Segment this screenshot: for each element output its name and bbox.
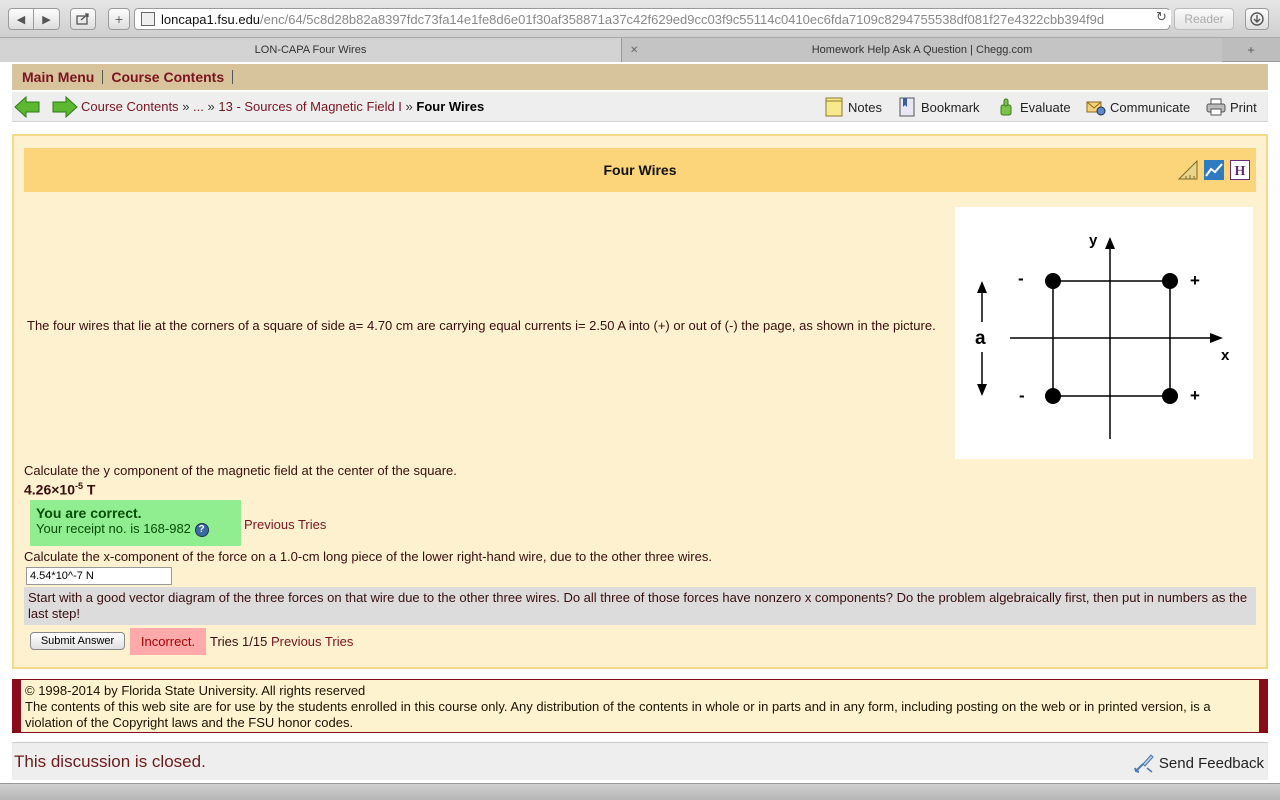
next-resource-button[interactable] bbox=[52, 96, 78, 121]
forward-icon: ▶ bbox=[42, 12, 51, 26]
side-length-label: a bbox=[975, 328, 986, 349]
part2-answer-input[interactable] bbox=[26, 567, 172, 585]
share-button[interactable] bbox=[70, 8, 96, 30]
browser-status-bar bbox=[0, 783, 1280, 800]
close-icon[interactable]: ✕ bbox=[630, 44, 639, 56]
problem-statement: The four wires that lie at the corners of a square of side a= 4.70 cm are carrying equal currents i= 2.50 A into (+) or out of (-) the page, as shown in the picture. bbox=[27, 318, 936, 333]
notes-tool[interactable] bbox=[824, 96, 882, 118]
breadcrumb-current: Four Wires bbox=[416, 99, 485, 114]
help-h-icon[interactable] bbox=[1230, 160, 1250, 180]
part1-answer-exponent: -5 bbox=[75, 481, 84, 491]
communicate-tool[interactable] bbox=[1086, 96, 1190, 118]
problem-container bbox=[12, 134, 1268, 669]
browser-toolbar bbox=[0, 0, 1280, 38]
receipt-text: Your receipt no. is 168-982 bbox=[36, 521, 191, 536]
breadcrumb-ellipsis[interactable]: ... bbox=[193, 99, 204, 114]
problem-title-bar bbox=[24, 148, 1256, 192]
submit-answer-button[interactable]: Submit Answer bbox=[30, 632, 125, 650]
bottom-right-sign: + bbox=[1190, 386, 1200, 405]
four-wires-diagram bbox=[955, 207, 1253, 459]
y-axis-label: y bbox=[1089, 232, 1098, 249]
feedback-icon bbox=[1133, 752, 1155, 774]
evaluate-label: Evaluate bbox=[1020, 99, 1071, 115]
left-arrow-icon bbox=[14, 96, 40, 118]
breadcrumb-separator: » bbox=[182, 99, 190, 114]
incorrect-badge: Incorrect. bbox=[130, 628, 206, 655]
share-icon bbox=[76, 13, 90, 25]
reload-icon[interactable]: ↻ bbox=[1152, 10, 1171, 25]
right-arrow-icon bbox=[52, 96, 78, 118]
address-bar[interactable] bbox=[134, 8, 1170, 30]
browser-forward-button[interactable] bbox=[34, 8, 60, 30]
breadcrumb-bar bbox=[12, 92, 1268, 122]
send-feedback-link[interactable] bbox=[1133, 752, 1264, 774]
breadcrumb-separator: » bbox=[405, 99, 413, 114]
breadcrumb-separator: » bbox=[207, 99, 215, 114]
tab-lon-capa[interactable] bbox=[0, 38, 622, 62]
top-right-sign: + bbox=[1190, 271, 1200, 290]
x-axis-label: x bbox=[1221, 347, 1230, 364]
wire-top-right bbox=[1162, 273, 1178, 289]
ruler-icon[interactable] bbox=[1178, 160, 1198, 180]
back-icon: ◀ bbox=[16, 12, 26, 26]
notes-label: Notes bbox=[848, 99, 882, 115]
x-axis-arrow-icon bbox=[1210, 333, 1223, 343]
bookmark-tool[interactable] bbox=[897, 96, 980, 118]
diagram-svg bbox=[955, 207, 1253, 459]
dimension-arrow-up-icon bbox=[977, 281, 987, 293]
correct-title: You are correct. bbox=[36, 505, 142, 521]
bookmark-icon bbox=[897, 96, 917, 118]
plus-icon: + bbox=[114, 12, 124, 26]
url-path: /enc/64/5c8d28b82a8397fdc73fa14e1fe8d6e01f30af358871a37c42f629ed9cc03f9c55114c0410ec6fda7109c8294755538df081f27e4322cbb394f9d bbox=[260, 11, 1105, 27]
tab-title: Homework Help Ask A Question | Chegg.com bbox=[811, 44, 1033, 56]
receipt-line bbox=[36, 521, 235, 537]
discussion-bar bbox=[12, 742, 1268, 780]
breadcrumb-folder[interactable]: 13 - Sources of Magnetic Field I bbox=[218, 99, 402, 114]
print-tool[interactable] bbox=[1206, 96, 1257, 118]
nav-divider bbox=[232, 70, 233, 84]
add-bookmark-button[interactable] bbox=[108, 8, 130, 30]
part2-question: Calculate the x-component of the force on a 1.0-cm long piece of the lower right-hand wire, due to the other three wires. bbox=[24, 549, 712, 564]
previous-resource-button[interactable] bbox=[14, 96, 40, 121]
reader-button[interactable]: Reader bbox=[1174, 8, 1234, 30]
url-domain: loncapa1.fsu.edu bbox=[161, 11, 261, 27]
copyright-line: © 1998-2014 by Florida State University. All rights reserved bbox=[25, 683, 366, 698]
part2-previous-tries-link[interactable]: Previous Tries bbox=[270, 634, 354, 649]
part1-previous-tries-link[interactable]: Previous Tries bbox=[244, 517, 327, 532]
wire-bottom-right bbox=[1162, 388, 1178, 404]
new-tab-button[interactable] bbox=[1222, 38, 1280, 62]
tries-count: Tries 1/15 bbox=[210, 634, 268, 649]
tries-status bbox=[210, 634, 353, 649]
printer-icon bbox=[1206, 96, 1226, 118]
problem-title: Four Wires bbox=[603, 162, 677, 178]
tab-bar bbox=[0, 38, 1280, 62]
communicate-icon bbox=[1086, 96, 1106, 118]
thumbs-up-icon bbox=[996, 96, 1016, 118]
chart-icon[interactable] bbox=[1204, 160, 1224, 180]
copyright-notice bbox=[12, 679, 1268, 733]
part1-answer bbox=[24, 481, 95, 498]
site-favicon-icon bbox=[141, 12, 155, 26]
browser-back-button[interactable] bbox=[8, 8, 34, 30]
print-label: Print bbox=[1230, 99, 1257, 115]
title-tools bbox=[1178, 160, 1250, 180]
breadcrumb-course-contents[interactable]: Course Contents bbox=[81, 99, 179, 114]
wire-bottom-left bbox=[1045, 388, 1061, 404]
bottom-left-sign: - bbox=[1019, 386, 1025, 405]
wire-top-left bbox=[1045, 273, 1061, 289]
help-icon[interactable]: ? bbox=[195, 523, 209, 537]
usage-notice: The contents of this web site are for use by the students enrolled in this course only. Any distribution of the contents in whole or in parts and in any form, including posting on the web or in printed version, is a violation of the Copyright laws and the FSU honor codes. bbox=[25, 699, 1211, 730]
main-nav bbox=[12, 64, 1268, 90]
main-menu-link[interactable]: Main Menu bbox=[22, 69, 95, 85]
hint-box: Start with a good vector diagram of the three forces on that wire due to the other three wires. Do all three of those forces have nonzero x components? Do the problem algebraically first, then put in numbers as the last step! bbox=[24, 587, 1256, 625]
course-contents-link[interactable]: Course Contents bbox=[111, 69, 225, 85]
discussion-closed-text: This discussion is closed. bbox=[14, 752, 206, 771]
correct-feedback bbox=[30, 500, 241, 546]
downloads-button[interactable] bbox=[1245, 8, 1269, 30]
top-left-sign: - bbox=[1018, 269, 1024, 288]
tab-title: LON-CAPA Four Wires bbox=[254, 44, 367, 56]
part1-answer-unit: T bbox=[86, 481, 96, 498]
svg-text:H: H bbox=[1234, 164, 1246, 179]
notes-icon bbox=[824, 96, 844, 118]
communicate-label: Communicate bbox=[1110, 99, 1191, 115]
dimension-arrow-down-icon bbox=[977, 384, 987, 396]
bookmark-label: Bookmark bbox=[921, 99, 980, 115]
evaluate-tool[interactable] bbox=[996, 96, 1071, 118]
part1-question: Calculate the y component of the magnetic field at the center of the square. bbox=[24, 463, 457, 478]
send-feedback-label: Send Feedback bbox=[1158, 754, 1264, 772]
breadcrumb bbox=[81, 99, 484, 114]
y-axis-arrow-icon bbox=[1105, 237, 1115, 249]
tab-chegg[interactable] bbox=[622, 38, 1222, 62]
history-nav bbox=[8, 8, 60, 30]
part1-answer-mantissa: 4.26×10 bbox=[24, 481, 75, 498]
nav-divider bbox=[102, 70, 103, 84]
plus-icon: + bbox=[1247, 43, 1255, 57]
download-icon bbox=[1250, 12, 1264, 26]
